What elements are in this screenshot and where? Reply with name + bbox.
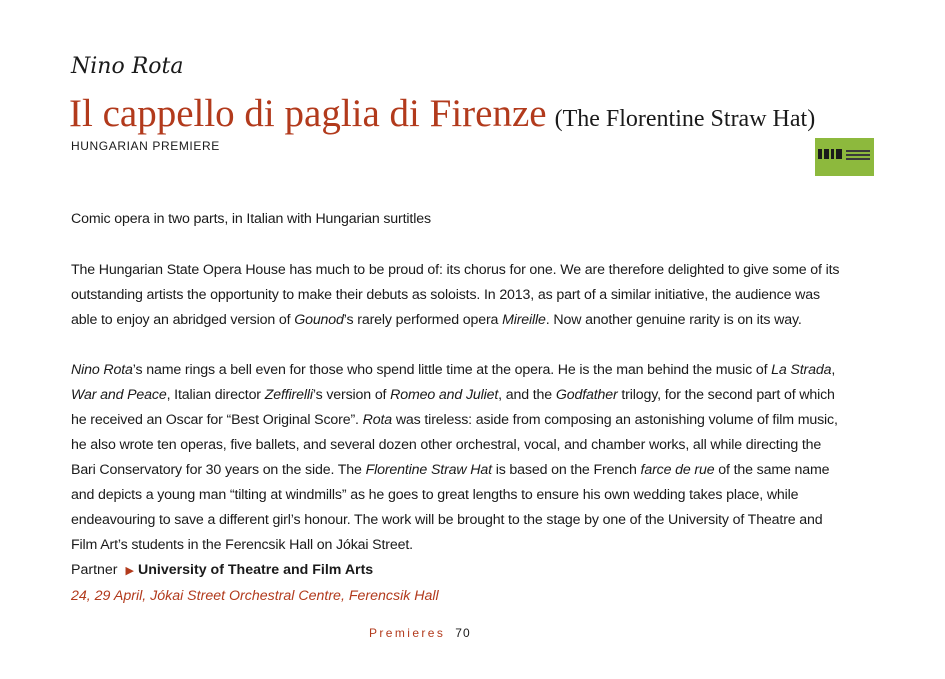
premiere-label: HUNGARIAN PREMIERE <box>71 139 220 153</box>
title-line <box>69 91 815 136</box>
page-number: 70 <box>455 626 471 640</box>
paragraph-line: and depicts a young man “tilting at windmills” as he goes to great lengths to ensure his own wedding takes place, while <box>71 487 799 503</box>
performance-dates: 24, 29 April, Jókai Street Orchestral Centre, Ferencsik Hall <box>71 588 439 604</box>
footer-section: Premieres <box>369 626 446 640</box>
paragraph-line: able to enjoy an abridged version of Gounod’s rarely performed opera Mireille. Now another genuine rarity is on its way. <box>71 312 802 328</box>
intro-paragraph <box>71 258 883 333</box>
subtitle-line: Comic opera in two parts, in Italian with Hungarian surtitles <box>71 211 431 227</box>
paragraph-line: War and Peace, Italian director Zeffirelli’s version of Romeo and Juliet, and the Godfather trilogy, for the second part of which <box>71 387 835 403</box>
paragraph-line: Nino Rota’s name rings a bell even for those who spend little time at the opera. He is the man behind the music of La Strada, <box>71 362 836 378</box>
partner-logo <box>815 138 874 176</box>
partner-label: Partner <box>71 562 118 578</box>
paragraph-line: Bari Conservatory for 30 years on the side. The Florentine Straw Hat is based on the French farce de rue of the same name <box>71 462 830 478</box>
page-footer <box>369 626 471 640</box>
composer-name: Nino Rota <box>71 54 184 79</box>
paragraph-line: endeavouring to save a different girl’s honour. The work will be brought to the stage by one of the University of Theatre and <box>71 512 823 528</box>
paragraph-line: outstanding artists the opportunity to make their debuts as soloists. In 2013, as part of a similar initiative, the audience was <box>71 287 820 303</box>
opera-subtitle <box>71 207 883 232</box>
opera-title-translation: (The Florentine Straw Hat) <box>554 106 816 132</box>
triangle-right-icon: ▶ <box>125 565 134 577</box>
paragraph-line: The Hungarian State Opera House has much to be proud of: its chorus for one. We are therefore delighted to give some of its <box>71 262 840 278</box>
paragraph-line: he received an Oscar for “Best Original Score”. Rota was tireless: aside from composing an astonishing volume of film music, <box>71 412 838 428</box>
opera-title: Il cappello di paglia di Firenze <box>69 92 547 135</box>
partner-name: University of Theatre and Film Arts <box>138 562 374 578</box>
partner-line <box>71 558 373 584</box>
paragraph-line: he also wrote ten operas, five ballets, and several dozen other orchestral, vocal, and chamber works, all while directing the <box>71 437 822 453</box>
paragraph-line: Film Art’s students in the Ferencsik Hall on Jókai Street. <box>71 537 413 553</box>
description-paragraph <box>71 358 883 558</box>
